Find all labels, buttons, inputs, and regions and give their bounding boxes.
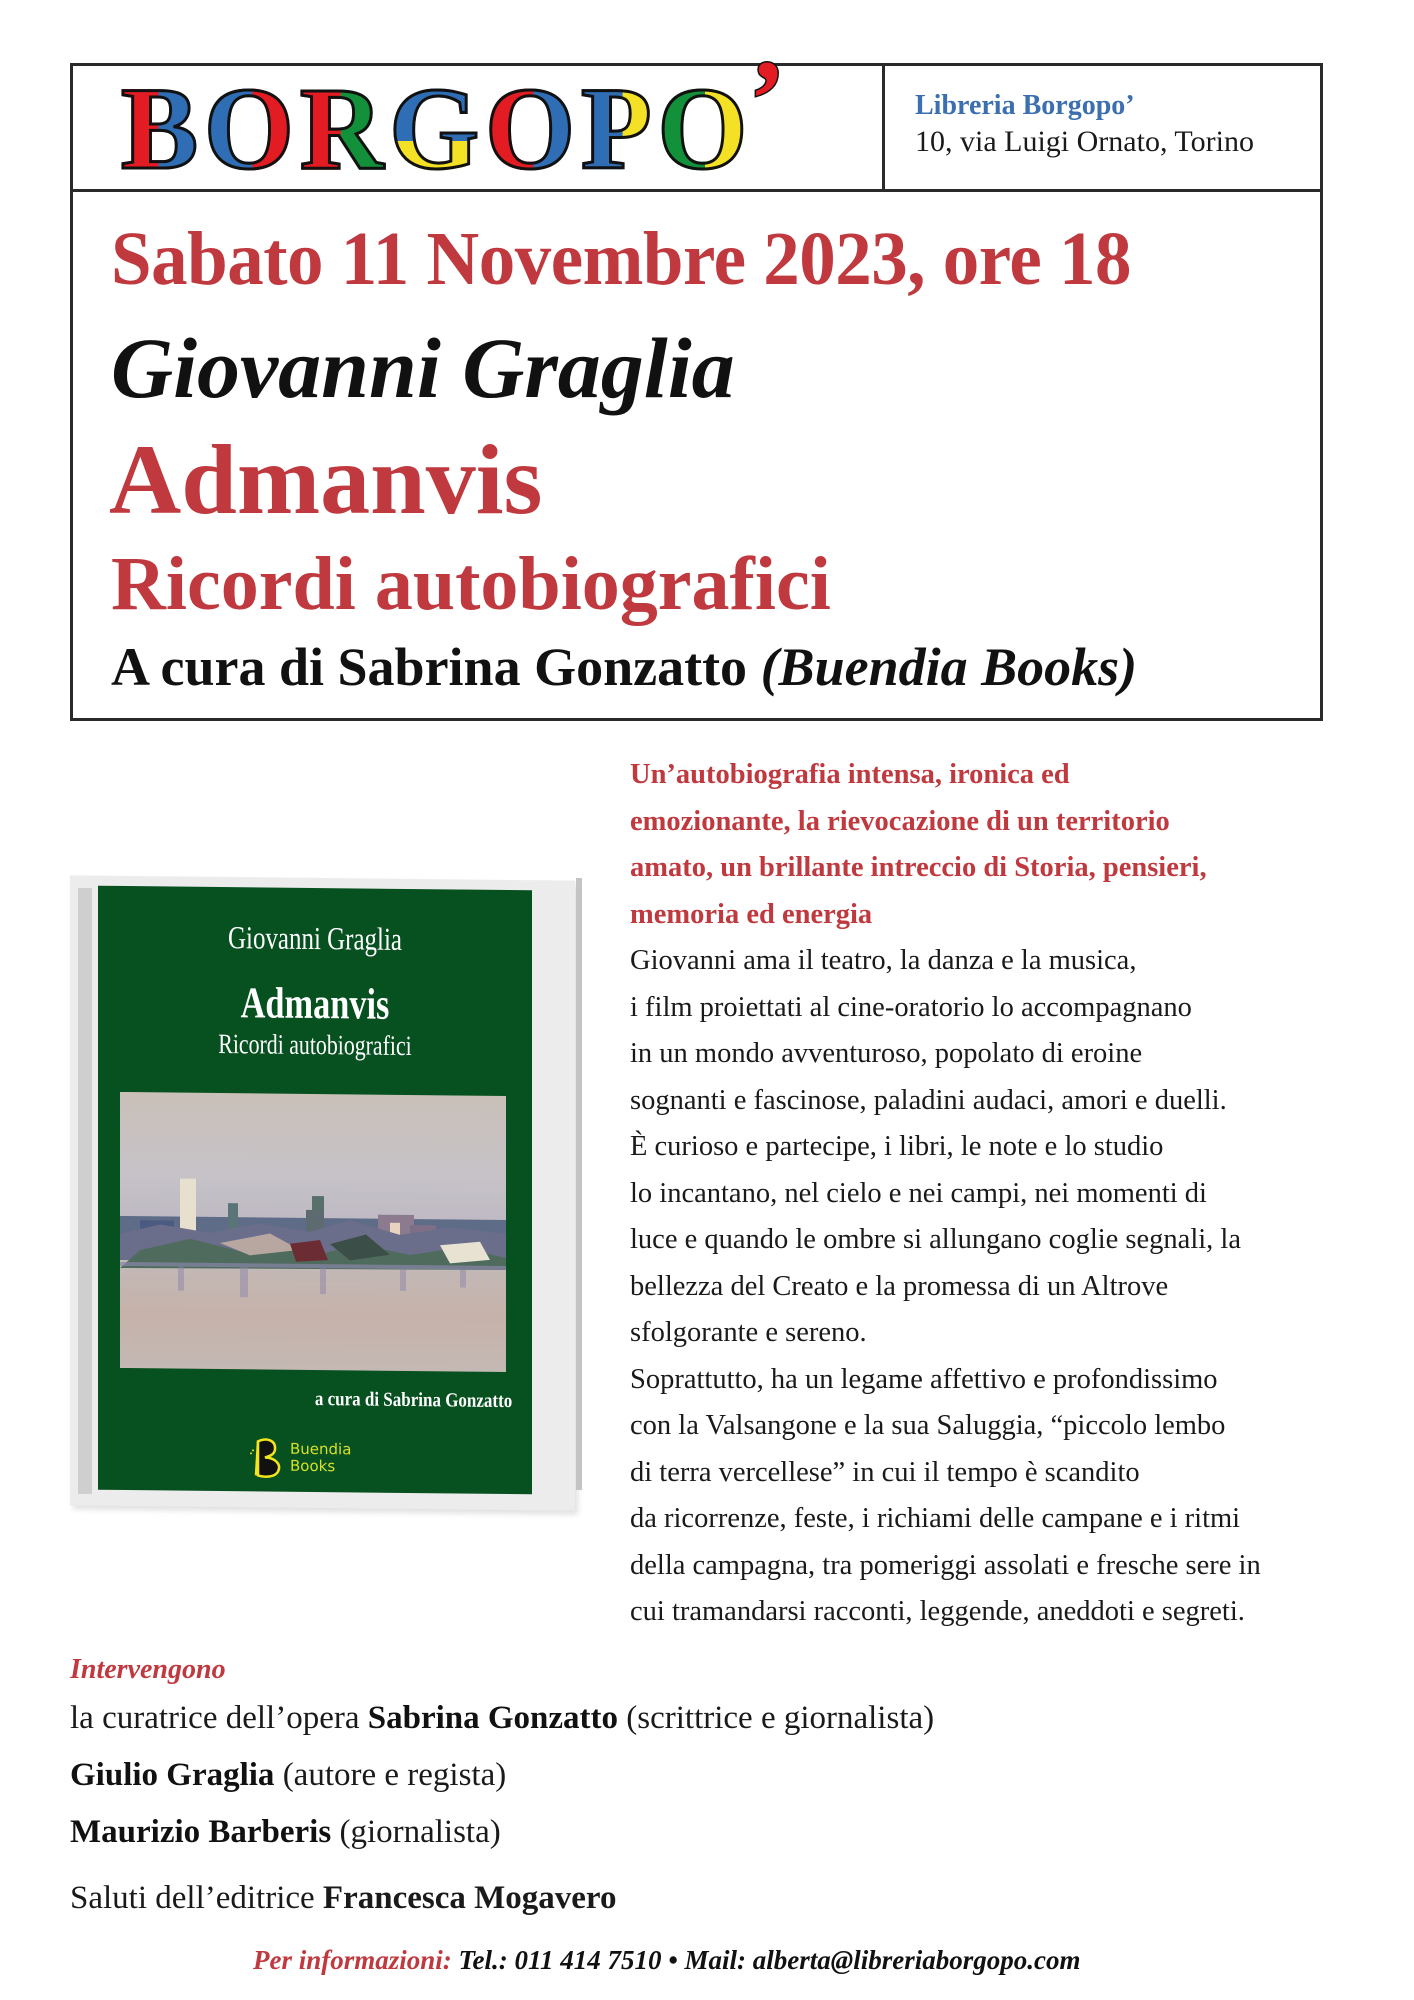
body-line: di terra vercellese” in cui il tempo è scandito	[630, 1456, 1140, 1488]
phone-number[interactable]: Tel.: 011 414 7510	[451, 1945, 669, 1975]
body-line: in un mondo avventuroso, popolato di eroine	[630, 1038, 1143, 1069]
description-body	[630, 938, 1350, 1636]
logo-apostrophe: ’	[749, 38, 792, 160]
publisher-line-1: Buendia	[290, 1439, 352, 1459]
editor-line	[111, 636, 1137, 698]
book-spine	[78, 888, 92, 1494]
shop-info	[885, 66, 1320, 189]
book-subtitle: Ricordi autobiografici	[111, 542, 831, 626]
logo-row	[73, 38, 1320, 194]
info-label: Per informazioni:	[253, 1945, 452, 1975]
body-line: Giovanni ama il teatro, la danza e la musica,	[630, 945, 1137, 976]
book-cover-image	[70, 874, 582, 1514]
cover-title: Admanvis	[240, 978, 390, 1029]
speaker-name: Maurizio Barberis	[70, 1814, 332, 1850]
body-line: della campagna, tra pomeriggi assolati e fresche sere in	[630, 1549, 1261, 1581]
logo-letter: O	[204, 63, 300, 194]
description-lead	[630, 752, 1350, 938]
speaker-role: (autore e regista)	[274, 1757, 507, 1793]
body-line: sfolgorante e sereno.	[630, 1317, 867, 1348]
butterfly-b-icon	[248, 1435, 286, 1479]
author-name: Giovanni Graglia	[111, 320, 735, 416]
body-line: con la Valsangone e la sua Saluggia, “piccolo lembo	[630, 1410, 1226, 1441]
cover-painting	[120, 1092, 506, 1372]
event-date-time: Sabato 11 Novembre 2023, ore 18	[111, 217, 1132, 301]
speakers-section	[70, 1650, 934, 1861]
cover-author: Giovanni Graglia	[228, 919, 402, 957]
logo-letter: R	[299, 63, 390, 194]
cover-editor: a cura di Sabrina Gonzatto	[314, 1387, 512, 1413]
speaker-prefix: la curatrice dell’opera	[70, 1700, 368, 1736]
speaker-role: (scrittrice e giornalista)	[618, 1700, 935, 1736]
body-line: luce e quando le ombre si allungano coglie segnali, la	[630, 1224, 1241, 1255]
lead-line: emozionante, la rievocazione di un territorio	[630, 805, 1170, 837]
editor-credit: A cura di Sabrina Gonzatto	[111, 637, 761, 697]
book-title: Admanvis	[109, 424, 543, 535]
speaker-name: Giulio Graglia	[70, 1757, 275, 1793]
buendia-books-logo	[248, 1435, 351, 1480]
body-line: Soprattutto, ha un legame affettivo e profondissimo	[630, 1363, 1218, 1395]
speaker-name: Sabrina Gonzatto	[367, 1700, 619, 1736]
speakers-label: Intervengono	[70, 1654, 226, 1685]
logo-letter: O	[485, 63, 581, 194]
logo-cell	[73, 38, 885, 194]
publisher-name: (Buendia Books)	[760, 637, 1138, 697]
book-front-cover	[98, 886, 532, 1495]
body-line: È curioso e partecipe, i libri, le note e lo studio	[630, 1131, 1164, 1162]
contact-footer	[253, 1945, 1080, 1976]
borgopo-logo	[121, 38, 792, 194]
publisher-wordmark	[290, 1441, 351, 1476]
email-address[interactable]: Mail: alberta@libreriaborgopo.com	[677, 1945, 1081, 1975]
lead-line: Un’autobiografia intensa, ironica ed	[630, 759, 1070, 790]
cover-subtitle: Ricordi autobiografici	[218, 1028, 412, 1063]
speaker-item	[70, 1690, 934, 1747]
body-line: bellezza del Creato e la promessa di un Altrove	[630, 1270, 1169, 1302]
body-line: da ricorrenze, feste, i richiami delle campane e i ritmi	[630, 1503, 1241, 1534]
speaker-item	[70, 1747, 934, 1804]
book-description	[630, 752, 1350, 1636]
body-line: i film proiettati al cine-oratorio lo accompagnano	[630, 991, 1192, 1023]
event-header-box	[70, 38, 1323, 721]
logo-letter: B	[121, 63, 205, 194]
book-page-edge	[576, 878, 582, 1490]
bullet-separator: •	[668, 1945, 678, 1975]
body-line: sognanti e fascinose, paladini audaci, amori e duelli.	[630, 1084, 1227, 1116]
body-line: lo incantano, nel cielo e nei campi, nei momenti di	[630, 1177, 1207, 1209]
speaker-role: (giornalista)	[331, 1814, 501, 1850]
shop-address: 10, via Luigi Ornato, Torino	[915, 125, 1254, 158]
logo-letter: P	[580, 63, 658, 194]
speaker-item	[70, 1804, 934, 1861]
body-line: cui tramandarsi racconti, leggende, aneddoti e segreti.	[630, 1596, 1245, 1627]
logo-letter: G	[389, 63, 486, 194]
greetings-line	[70, 1880, 616, 1917]
greetings-prefix: Saluti dell’editrice	[70, 1880, 323, 1916]
publisher-line-2: Books	[290, 1456, 336, 1476]
lead-line: memoria ed energia	[630, 898, 873, 930]
lead-line: amato, un brillante intreccio di Storia, pensieri,	[630, 852, 1207, 883]
skyline-painting-icon	[120, 1092, 506, 1372]
greetings-name: Francesca Mogavero	[322, 1880, 617, 1916]
shop-name: Libreria Borgopo’	[915, 90, 1135, 121]
logo-letter: O	[657, 63, 754, 194]
